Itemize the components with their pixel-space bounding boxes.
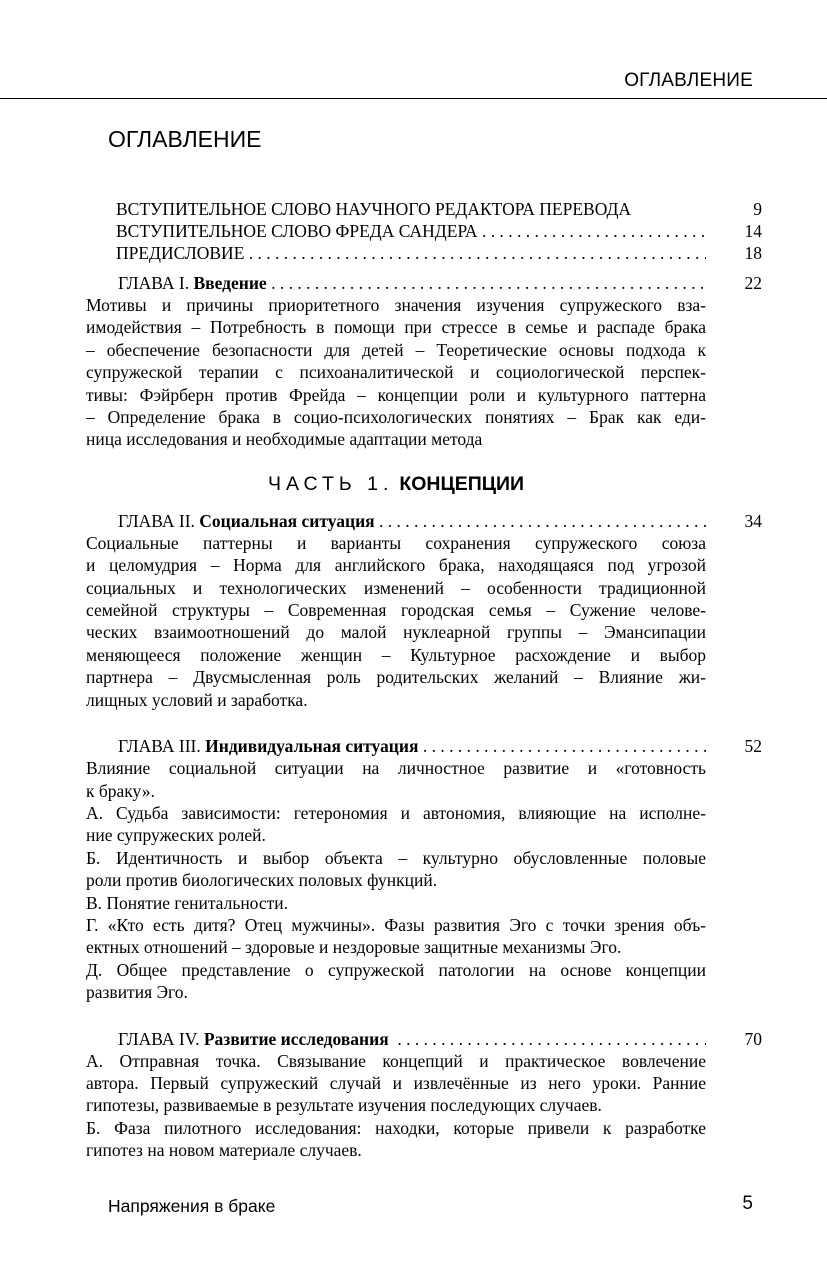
chapter-prefix: ГЛАВА II. [118, 510, 195, 531]
description-line: имодействия – Потребность в помощи при стрессе в семье и распаде брака [86, 317, 706, 338]
description-line: развития Эго. [86, 982, 188, 1003]
toc-entry-sander-foreword[interactable] [86, 220, 762, 242]
leader-dots [478, 221, 706, 241]
chapter-2-description [86, 532, 706, 711]
description-line: меняющееся положение женщин – Культурное расхождение и выбор [86, 644, 706, 665]
chapter-4-description [86, 1050, 706, 1162]
table-of-contents [86, 198, 762, 1162]
spacer [86, 711, 762, 727]
toc-page-number: 14 [744, 221, 762, 241]
leader-dots [418, 736, 706, 756]
footer-book-title: Напряжения в браке [108, 1196, 276, 1216]
footer-page-number: 5 [742, 1193, 753, 1214]
description-line: социальных и технологических изменений – особенности традиционной [86, 577, 706, 598]
page-title: ОГЛАВЛЕНИЕ [108, 126, 262, 152]
toc-page-number: 70 [744, 1028, 762, 1049]
toc-page-number: 9 [753, 199, 762, 219]
description-line: – Определение брака в социо-психологических понятиях – Брак как еди- [86, 407, 706, 428]
description-line: к браку». [86, 780, 155, 801]
toc-entry-label: ВСТУПИТЕЛЬНОЕ СЛОВО ФРЕДА САНДЕРА [116, 221, 478, 241]
part-name: КОНЦЕПЦИИ [399, 472, 525, 495]
description-line: В. Понятие генитальности. [86, 892, 289, 913]
description-line: роли против биологических половых функций. [86, 870, 438, 891]
description-line: А. Отправная точка. Связывание концепций и практическое вовлечение [86, 1050, 706, 1071]
description-line: гипотезы, развиваемые в результате изучения последующих случаев. [86, 1095, 602, 1116]
description-line: партнера – Двусмысленная роль родительских желаний – Влияние жи- [86, 667, 706, 688]
chapter-name: Индивидуальная ситуация [205, 736, 419, 757]
spacer [86, 1004, 762, 1020]
description-line: гипотез на новом материале случаев. [86, 1140, 362, 1161]
chapter-prefix: ГЛАВА III. [118, 736, 201, 757]
chapter-name: Развитие исследования [203, 1028, 389, 1049]
description-line: Б. Фаза пилотного исследования: находки, которые привели к разработке [86, 1117, 706, 1138]
description-line: и целомудрия – Норма для английского брака, находящаяся под угрозой [86, 555, 706, 576]
description-line: супружеской терапии с психоаналитической и социологической перспек- [86, 362, 706, 383]
toc-page-number: 52 [744, 736, 762, 757]
part-heading [86, 473, 706, 496]
description-line: тивы: Фэйрберн против Фрейда – концепции роли и культурного паттерна [86, 384, 706, 405]
chapter-prefix: ГЛАВА IV. [118, 1028, 200, 1049]
description-line: лищных условий и заработка. [86, 689, 308, 710]
toc-entry-chapter-3[interactable] [86, 735, 762, 757]
leader-dots [393, 1029, 706, 1049]
toc-entry-chapter-1[interactable] [86, 272, 762, 294]
toc-entry-label: ПРЕДИСЛОВИЕ [116, 243, 245, 263]
leader-dots [375, 511, 706, 531]
description-line: Д. Общее представление о супружеской патологии на основе концепции [86, 959, 706, 980]
toc-entry-chapter-2[interactable] [86, 510, 762, 532]
description-line: А. Судьба зависимости: гетерономия и автономия, влияющие на исполне- [86, 802, 706, 823]
description-line: Б. Идентичность и выбор объекта – культурно обусловленные половые [86, 847, 706, 868]
toc-entry-preface[interactable] [86, 242, 762, 264]
leader-dots [267, 273, 706, 293]
description-line: Влияние социальной ситуации на личностное развитие и «готовность [86, 758, 706, 779]
toc-entry-editor-foreword[interactable] [86, 198, 762, 220]
chapter-1-description [86, 294, 706, 451]
description-line: ектных отношений – здоровые и нездоровые защитные механизмы Эго. [86, 937, 622, 958]
toc-page-number: 18 [744, 243, 762, 263]
part-label: ЧАСТЬ 1. [267, 472, 394, 495]
description-line: семейной структуры – Современная городская семья – Сужение челове- [86, 600, 706, 621]
chapter-prefix: ГЛАВА I. [118, 273, 190, 293]
chapter-name: Социальная ситуация [199, 510, 375, 531]
leader-dots [244, 243, 706, 263]
description-line: – обеспечение безопасности для детей – Теоретические основы подхода к [86, 339, 706, 360]
chapter-name: Введение [193, 273, 267, 293]
toc-page-number: 34 [744, 510, 762, 531]
description-line: ние супружеских ролей. [86, 825, 266, 846]
header-rule [0, 98, 827, 99]
toc-entry-label: ВСТУПИТЕЛЬНОЕ СЛОВО НАУЧНОГО РЕДАКТОРА ПЕРЕВОДА [116, 199, 632, 219]
toc-page-number: 22 [744, 273, 762, 293]
description-line: Мотивы и причины приоритетного значения изучения супружеского вза- [86, 295, 706, 315]
chapter-3-description [86, 757, 706, 1003]
running-head: ОГЛАВЛЕНИЕ [624, 70, 753, 91]
description-line: ница исследования и необходимые адаптации метода [86, 429, 483, 450]
toc-entry-chapter-4[interactable] [86, 1028, 762, 1050]
description-line: Социальные паттерны и варианты сохранения супружеского союза [86, 532, 706, 553]
description-line: ческих взаимоотношений до малой нуклеарной группы – Эмансипации [86, 622, 706, 643]
description-line: Г. «Кто есть дитя? Отец мужчины». Фазы развития Эго с точки зрения объ- [86, 914, 706, 935]
description-line: автора. Первый супружеский случай и извлечённые из него уроки. Ранние [86, 1072, 706, 1093]
